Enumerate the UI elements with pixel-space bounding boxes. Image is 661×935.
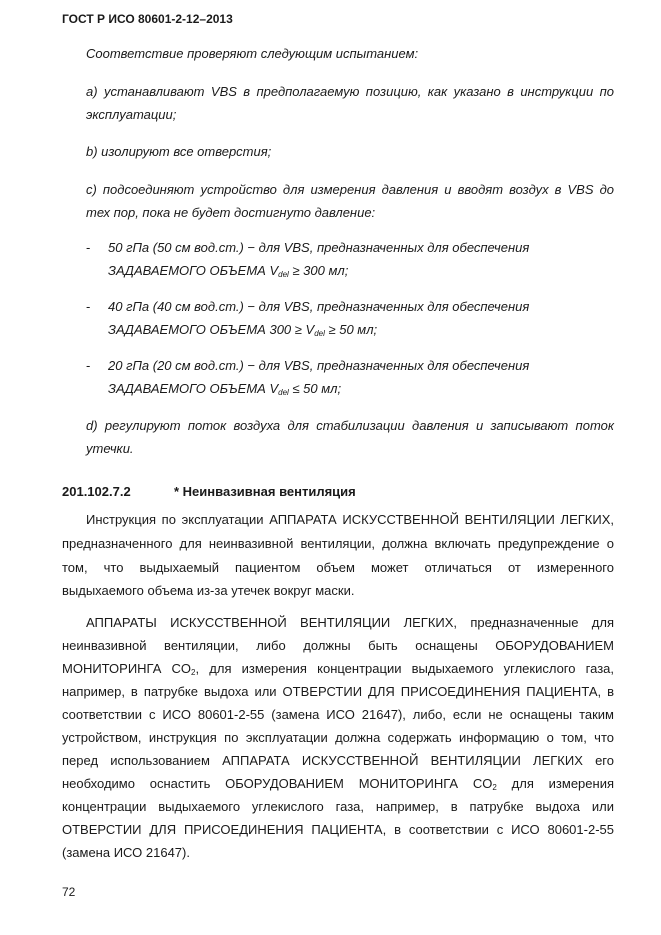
- para2-line: необходимо оснастить ОБОРУДОВАНИЕМ МОНИТОРИНГА $CO_2$ для измерения: [62, 776, 614, 792]
- para1-line: выдыхаемого объема из-за утечек вокруг маски.: [62, 583, 355, 598]
- para2-line: ОТВЕРСТИИ ДЛЯ ПРИСОЕДИНЕНИЯ ПАЦИЕНТА, в соответствии с ИСО 80601-2-55: [62, 822, 614, 837]
- page-number: 72: [62, 885, 76, 899]
- bullet-dash: -: [86, 240, 91, 255]
- para2-line: концентрации выдыхаемого углекислого газа, например, в патрубке выдоха или: [62, 799, 614, 814]
- step-d-line1: d) регулируют поток воздуха для стабилизации давления и записывают поток: [86, 418, 614, 433]
- step-b: b) изолируют все отверстия;: [86, 144, 272, 159]
- bullet-2-line1: 40 гПа (40 см вод.ст.) − для VBS, предназначенных для обеспечения: [108, 299, 530, 314]
- para2-line: перед использованием АППАРАТА ИСКУССТВЕННОЙ ВЕНТИЛЯЦИИ ЛЕГКИХ его: [62, 753, 614, 768]
- step-a-line1: a) устанавливают VBS в предполагаемую позицию, как указано в инструкции по: [86, 84, 614, 99]
- document-header: ГОСТ Р ИСО 80601-2-12–2013: [62, 12, 233, 26]
- bullet-1-line1: 50 гПа (50 см вод.ст.) − для VBS, предназначенных для обеспечения: [108, 240, 530, 255]
- step-a-line2: эксплуатации;: [86, 107, 177, 122]
- bullet-3-line1: 20 гПа (20 см вод.ст.) − для VBS, предназначенных для обеспечения: [108, 358, 530, 373]
- para2-line: неинвазивной вентиляции, либо должны быть оснащены ОБОРУДОВАНИЕМ: [62, 638, 614, 653]
- para2-line: АППАРАТЫ ИСКУССТВЕННОЙ ВЕНТИЛЯЦИИ ЛЕГКИХ, предназначенные для: [86, 615, 614, 630]
- bullet-1-line2: ЗАДАВАЕМОГО ОБЪЕМА $V_{del} \ge 300$ мл;: [108, 263, 349, 279]
- test-intro: Соответствие проверяют следующим испытанием:: [86, 46, 419, 61]
- bullet-2-line2: ЗАДАВАЕМОГО ОБЪЕМА $300 \ge V_{del} \ge 50$ мл;: [108, 322, 378, 338]
- para1-line: предназначенного для неинвазивной вентиляции, должна включать предупреждение о: [62, 536, 614, 551]
- para1-line: Инструкция по эксплуатации АППАРАТА ИСКУССТВЕННОЙ ВЕНТИЛЯЦИИ ЛЕГКИХ,: [86, 512, 614, 527]
- bullet-3-line2: ЗАДАВАЕМОГО ОБЪЕМА $V_{del} \le 50$ мл;: [108, 381, 342, 397]
- para2-line: устройством, инструкция по эксплуатации должна содержать информацию о том, что: [62, 730, 614, 745]
- bullet-dash: -: [86, 299, 91, 314]
- para2-line: (замена ИСО 21647).: [62, 845, 190, 860]
- para2-line: МОНИТОРИНГА $CO_2$, для измерения концентрации выдыхаемого углекислого газа,: [62, 661, 614, 677]
- para2-line: например, в патрубке выдоха или ОТВЕРСТИИ ДЛЯ ПРИСОЕДИНЕНИЯ ПАЦИЕНТА, в: [62, 684, 614, 699]
- para2-line: соответствии с ИСО 80601-2-55 (замена ИСО 21647), либо, если не оснащены таким: [62, 707, 614, 722]
- step-c-line1: c) подсоединяют устройство для измерения давления и вводят воздух в VBS до: [86, 182, 614, 197]
- step-c-line2: тех пор, пока не будет достигнуто давление:: [86, 205, 376, 220]
- step-d-line2: утечки.: [86, 441, 134, 456]
- section-title: * Неинвазивная вентиляция: [174, 484, 356, 499]
- section-number: 201.102.7.2: [62, 484, 131, 499]
- para1-line: том, что выдыхаемый пациентом объем может отличаться от измеренного: [62, 560, 614, 575]
- bullet-dash: -: [86, 358, 91, 373]
